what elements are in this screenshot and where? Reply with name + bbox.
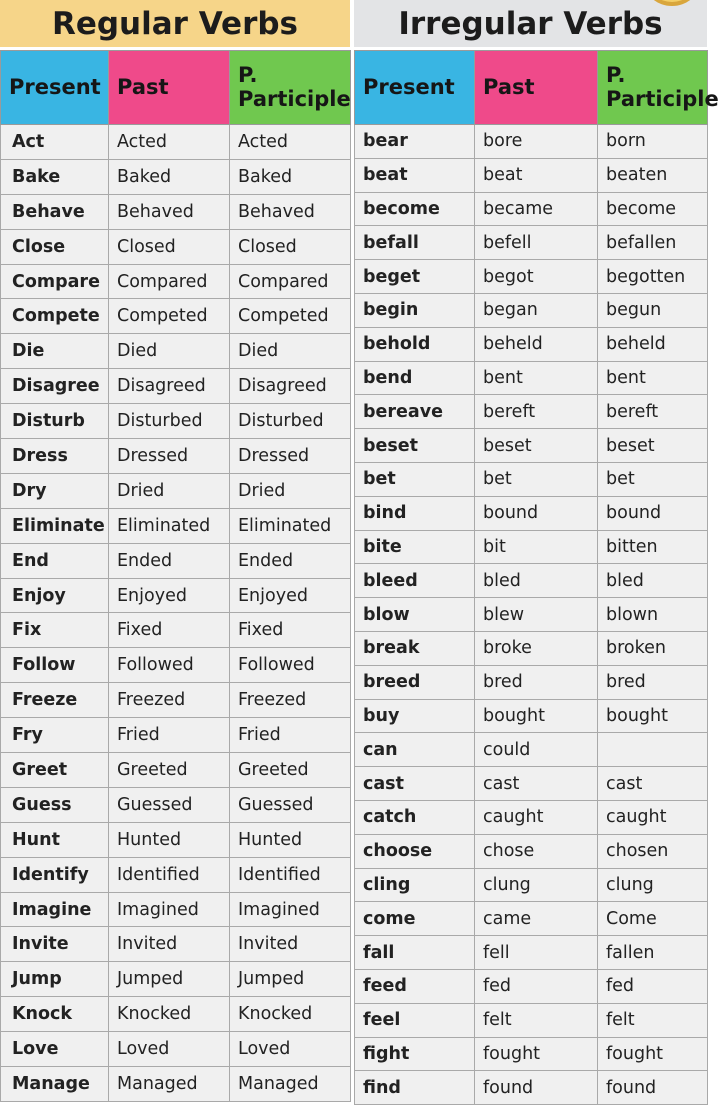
table-row [1,194,351,229]
present-cell: can [355,733,475,767]
table-row [355,564,708,598]
past-cell: fell [475,936,598,970]
past-participle-cell: Fixed [230,613,351,648]
past-participle-cell: become [598,192,708,226]
past-header: Past [475,51,598,125]
past-participle-cell: Baked [230,159,351,194]
table-row [355,902,708,936]
table-row [355,800,708,834]
past-cell: bore [475,125,598,159]
table-row [1,892,351,927]
past-participle-cell: Greeted [230,753,351,788]
present-cell: Follow [1,648,109,683]
irregular-verbs-title: Irregular Verbs [354,0,707,47]
table-row [355,834,708,868]
present-cell: Guess [1,787,109,822]
table-row [355,293,708,327]
past-participle-cell: Followed [230,648,351,683]
past-cell: Closed [109,229,230,264]
past-participle-cell: Acted [230,125,351,160]
present-cell: Knock [1,997,109,1032]
table-row [1,822,351,857]
past-cell: blew [475,598,598,632]
past-participle-cell: Freezed [230,683,351,718]
past-cell: broke [475,631,598,665]
table-row [1,648,351,683]
present-cell: Love [1,1032,109,1067]
table-row [1,404,351,439]
present-cell: Act [1,125,109,160]
past-participle-cell: blown [598,598,708,632]
past-cell: Behaved [109,194,230,229]
present-cell: Imagine [1,892,109,927]
present-cell: bereave [355,395,475,429]
past-participle-cell: Dressed [230,439,351,474]
past-cell: felt [475,1003,598,1037]
present-cell: bleed [355,564,475,598]
past-participle-cell: chosen [598,834,708,868]
present-cell: Disagree [1,369,109,404]
table-row [1,1032,351,1067]
past-cell: could [475,733,598,767]
table-row [1,473,351,508]
table-row [355,158,708,192]
past-participle-cell: Managed [230,1067,351,1102]
past-cell: Greeted [109,753,230,788]
present-cell: Disturb [1,404,109,439]
present-cell: Enjoy [1,578,109,613]
table-row [1,857,351,892]
table-row [1,997,351,1032]
table-row [355,631,708,665]
past-participle-cell: Knocked [230,997,351,1032]
past-cell: begot [475,260,598,294]
past-header: Past [109,51,230,125]
present-cell: bear [355,125,475,159]
past-cell: bit [475,530,598,564]
past-cell: Freezed [109,683,230,718]
present-cell: Freeze [1,683,109,718]
present-cell: choose [355,834,475,868]
table-row [1,508,351,543]
table-row [1,159,351,194]
past-cell: bred [475,665,598,699]
past-cell: caught [475,800,598,834]
past-participle-cell: begotten [598,260,708,294]
table-row [1,334,351,369]
present-cell: buy [355,699,475,733]
present-cell: Fix [1,613,109,648]
past-participle-cell: Guessed [230,787,351,822]
past-participle-cell: bred [598,665,708,699]
table-row [1,927,351,962]
present-cell: Jump [1,962,109,997]
present-cell: Greet [1,753,109,788]
past-participle-cell: Enjoyed [230,578,351,613]
past-cell: Knocked [109,997,230,1032]
past-participle-cell: fallen [598,936,708,970]
present-cell: bind [355,496,475,530]
past-participle-cell: Loved [230,1032,351,1067]
past-cell: Identified [109,857,230,892]
table-row [355,1071,708,1105]
table-row [1,439,351,474]
present-cell: Dry [1,473,109,508]
present-cell: Hunt [1,822,109,857]
past-participle-cell: felt [598,1003,708,1037]
past-participle-cell: Ended [230,543,351,578]
past-participle-cell: Disturbed [230,404,351,439]
table-row [1,369,351,404]
past-participle-cell: Closed [230,229,351,264]
present-cell: break [355,631,475,665]
past-participle-cell: Invited [230,927,351,962]
present-cell: befall [355,226,475,260]
past-cell: Died [109,334,230,369]
header-row [355,51,708,125]
past-cell: cast [475,767,598,801]
past-participle-cell: bought [598,699,708,733]
past-participle-cell: Compared [230,264,351,299]
past-cell: Compared [109,264,230,299]
table-row [355,125,708,159]
past-cell: fed [475,969,598,1003]
past-cell: Ended [109,543,230,578]
past-cell: clung [475,868,598,902]
table-row [1,718,351,753]
present-cell: Identify [1,857,109,892]
past-cell: Hunted [109,822,230,857]
past-participle-cell: Dried [230,473,351,508]
past-participle-header: P. Participle [598,51,708,125]
past-participle-cell: Imagined [230,892,351,927]
present-cell: Compete [1,299,109,334]
present-cell: cast [355,767,475,801]
irregular-verbs-table [354,50,719,1105]
past-participle-cell: beaten [598,158,708,192]
past-cell: Invited [109,927,230,962]
past-participle-cell: caught [598,800,708,834]
table-row [355,1003,708,1037]
past-cell: bet [475,462,598,496]
table-row [355,530,708,564]
present-cell: cling [355,868,475,902]
header-row [1,51,351,125]
past-participle-cell: fed [598,969,708,1003]
table-row [355,361,708,395]
past-participle-cell: bitten [598,530,708,564]
past-participle-cell: befallen [598,226,708,260]
present-cell: Dress [1,439,109,474]
past-participle-cell: bereft [598,395,708,429]
past-cell: Managed [109,1067,230,1102]
past-cell: beheld [475,327,598,361]
table-row [1,613,351,648]
past-cell: Guessed [109,787,230,822]
present-cell: breed [355,665,475,699]
present-cell: catch [355,800,475,834]
past-cell: fought [475,1037,598,1071]
past-participle-cell: fought [598,1037,708,1071]
past-participle-cell: Hunted [230,822,351,857]
present-cell: Compare [1,264,109,299]
table-row [355,496,708,530]
table-row [1,543,351,578]
past-cell: Jumped [109,962,230,997]
present-cell: come [355,902,475,936]
past-participle-cell: clung [598,868,708,902]
regular-verbs-rows [1,125,351,1102]
past-participle-cell: bound [598,496,708,530]
table-row [355,699,708,733]
table-row [355,1037,708,1071]
table-row [1,787,351,822]
table-row [355,429,708,463]
past-participle-header: P. Participle [230,51,351,125]
present-cell: feel [355,1003,475,1037]
present-cell: End [1,543,109,578]
past-participle-cell: born [598,125,708,159]
past-cell: Dressed [109,439,230,474]
present-cell: bend [355,361,475,395]
present-cell: Fry [1,718,109,753]
table-row [1,683,351,718]
past-cell: beat [475,158,598,192]
past-cell: came [475,902,598,936]
past-participle-cell: found [598,1071,708,1105]
past-cell: found [475,1071,598,1105]
past-participle-cell: bent [598,361,708,395]
present-cell: fight [355,1037,475,1071]
present-cell: feed [355,969,475,1003]
past-cell: Followed [109,648,230,683]
past-participle-cell: Died [230,334,351,369]
past-cell: Fried [109,718,230,753]
table-row [1,229,351,264]
past-participle-cell: beset [598,429,708,463]
table-row [355,395,708,429]
present-cell: Invite [1,927,109,962]
table-row [355,868,708,902]
past-cell: Loved [109,1032,230,1067]
table-row [1,299,351,334]
table-row [355,936,708,970]
present-cell: begin [355,293,475,327]
past-cell: Eliminated [109,508,230,543]
past-cell: bled [475,564,598,598]
past-cell: Enjoyed [109,578,230,613]
past-cell: became [475,192,598,226]
past-cell: beset [475,429,598,463]
table-row [355,969,708,1003]
table-row [355,733,708,767]
present-header: Present [355,51,475,125]
table-row [355,598,708,632]
regular-verbs-table [0,50,351,1102]
present-cell: find [355,1071,475,1105]
past-participle-cell: beheld [598,327,708,361]
present-header: Present [1,51,109,125]
past-cell: befell [475,226,598,260]
past-cell: Competed [109,299,230,334]
past-participle-cell: Come [598,902,708,936]
past-participle-cell: Behaved [230,194,351,229]
table-row [1,264,351,299]
table-row [1,753,351,788]
present-cell: blow [355,598,475,632]
past-participle-cell: broken [598,631,708,665]
past-participle-cell: Jumped [230,962,351,997]
past-cell: Dried [109,473,230,508]
regular-verbs-title: Regular Verbs [0,0,350,47]
table-row [355,260,708,294]
present-cell: become [355,192,475,226]
past-participle-cell: bled [598,564,708,598]
table-row [1,578,351,613]
table-row [355,192,708,226]
table-row [355,462,708,496]
past-cell: Disturbed [109,404,230,439]
table-row [355,665,708,699]
past-cell: Acted [109,125,230,160]
present-cell: beget [355,260,475,294]
past-participle-cell: Fried [230,718,351,753]
present-cell: Close [1,229,109,264]
present-cell: Behave [1,194,109,229]
past-cell: Imagined [109,892,230,927]
past-cell: bent [475,361,598,395]
past-cell: Baked [109,159,230,194]
past-cell: bought [475,699,598,733]
past-participle-cell: Eliminated [230,508,351,543]
past-participle-cell: begun [598,293,708,327]
table-row [1,125,351,160]
present-cell: beat [355,158,475,192]
past-cell: Disagreed [109,369,230,404]
table-row [355,767,708,801]
present-cell: bite [355,530,475,564]
present-cell: beset [355,429,475,463]
present-cell: bet [355,462,475,496]
past-participle-cell: bet [598,462,708,496]
irregular-verbs-rows [355,125,708,1105]
present-cell: Die [1,334,109,369]
past-participle-cell: Disagreed [230,369,351,404]
past-cell: began [475,293,598,327]
table-row [1,1067,351,1102]
table-row [355,327,708,361]
present-cell: Bake [1,159,109,194]
past-cell: chose [475,834,598,868]
past-cell: bereft [475,395,598,429]
past-participle-cell: Identified [230,857,351,892]
present-cell: behold [355,327,475,361]
past-participle-cell: Competed [230,299,351,334]
present-cell: Eliminate [1,508,109,543]
past-cell: Fixed [109,613,230,648]
past-cell: bound [475,496,598,530]
present-cell: fall [355,936,475,970]
table-row [355,226,708,260]
past-participle-cell: cast [598,767,708,801]
table-row [1,962,351,997]
past-participle-cell [598,733,708,767]
present-cell: Manage [1,1067,109,1102]
